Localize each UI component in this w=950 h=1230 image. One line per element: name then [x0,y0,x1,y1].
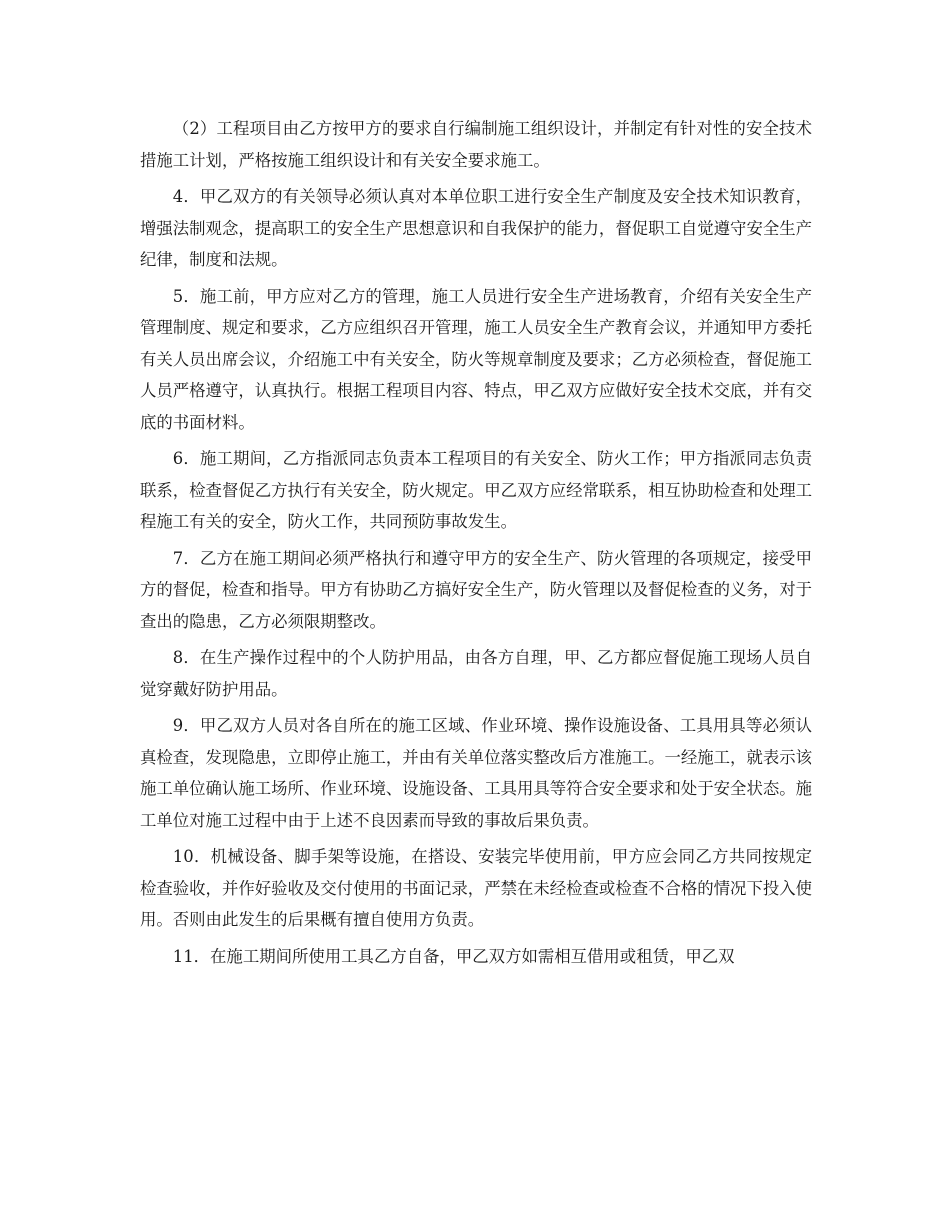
paragraph-7-compliance: 7．乙方在施工期间必须严格执行和遵守甲方的安全生产、防火管理的各项规定，接受甲方的督促，检查和指导。甲方有协助乙方搞好安全生产，防火管理以及督促检查的义务，对于查出的隐患，乙方必须限期整改。 [140,548,813,631]
paragraph-8-protective-equipment: 8．在生产操作过程中的个人防护用品，由各方自理，甲、乙方都应督促施工现场人员自觉穿戴好防护用品。 [140,648,812,699]
paragraph-6-during-construction: 6．施工期间，乙方指派同志负责本工程项目的有关安全、防火工作；甲方指派同志负责联系，检查督促乙方执行有关安全，防火规定。甲乙双方应经常联系，相互协助检查和处理工程施工有关的安全，防火工作，共同预防事故发生。 [140,449,813,531]
paragraph-10-machinery: 10．机械设备、脚手架等设施，在搭设、安装完毕使用前，甲方应会同乙方共同按规定检查验收，并作好验收及交付使用的书面记录，严禁在未经检查或检查不合格的情况下投入使用。否则由此发生的后果概有擅自使用方负责。 [140,847,813,929]
paragraph-4-safety-education: 4．甲乙双方的有关领导必须认真对本单位职工进行安全生产制度及安全技术知识教育，增强法制观念，提高职工的安全生产思想意识和自我保护的能力，督促职工自觉遵守安全生产纪律，制度和法规。 [140,187,813,269]
paragraph-2-construction-design: （2）工程项目由乙方按甲方的要求自行编制施工组织设计，并制定有针对性的安全技术措施工计划，严格按施工组织设计和有关安全要求施工。 [140,119,812,170]
paragraph-11-tools: 11．在施工期间所使用工具乙方自备，甲乙双方如需相互借用或租赁，甲乙双 [172,946,735,966]
document-body [140,113,812,977]
paragraph-5-pre-construction: 5．施工前，甲方应对乙方的管理，施工人员进行安全生产进场教育，介绍有关安全生产管理制度、规定和要求，乙方应组织召开管理，施工人员安全生产教育会议，并通知甲方委托有关人员出席会议，介绍施工中有关安全，防火等规章制度及要求；乙方必须检查，督促施工人员严格遵守，认真执行。根据工程项目内容、特点，甲乙双方应做好安全技术交底，并有交底的书面材料。 [140,286,813,432]
paragraph-9-inspection: 9．甲乙双方人员对各自所在的施工区域、作业环境、操作设施设备、工具用具等必须认真检查，发现隐患，立即停止施工，并由有关单位落实整改后方准施工。一经施工，就表示该施工单位确认施工场所、作业环境、设施设备、工具用具等符合安全要求和处于安全状态。施工单位对施工过程中由于上述不良因素而导致的事故后果负责。 [140,716,813,830]
